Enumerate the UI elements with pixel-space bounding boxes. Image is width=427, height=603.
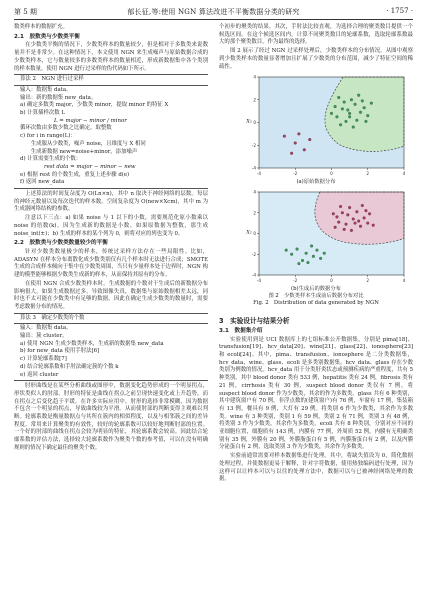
data-point [355, 119, 358, 122]
y-tick-label: 0 [253, 231, 256, 237]
y-tick-label: -2 [251, 251, 256, 257]
paragraph: 实验前通常需要对样本数据集进行处理。其中，将缺失值设为 0，简化数据处理过程，并使数据更易于解释，针对字符数据，使用热独编码进行处理，因为这样可以让样本可以与以往的处理方法中，数据可以与已被神经网络处理的数据。 [219, 453, 413, 483]
y-tick-label: 0 [253, 120, 256, 126]
x-tick-label: 0 [330, 278, 333, 284]
paragraph: 针对少数类数量极少的样本，传统过采样方法存在一些局限性。比如，ADASYN 在样本分布离散化成少数类别仅有几个样本时无法进行合成；SMOTE 生成的合成样本倾向于集中在少数类周围，当只有少量样本处于边界时，NGN 构建的模型能够根据少数类生成新的样本，从而保持其原有的分布。 [14, 248, 208, 279]
x-tick-label: 4 [402, 278, 406, 284]
y-axis-label: X₂ [246, 229, 252, 236]
scatter-plot-b-svg [245, 189, 407, 285]
figure-caption-cn: 图 2 少数类样本生成前后数据分布对比 [268, 293, 364, 300]
header-rule [14, 19, 413, 20]
x-tick-label: -4 [256, 278, 262, 284]
x-tick-label: -2 [293, 278, 298, 284]
scatter-plot-a-svg [245, 74, 407, 178]
data-point [312, 255, 315, 258]
subfigure-caption-b: (b)生成后的数据分布 [291, 286, 341, 293]
algorithm-line: 输出：新的数据集 new_data。 [20, 94, 97, 101]
data-point [354, 222, 357, 225]
algorithm-line: a) 确定多数类 major，少数类 minor，提取 minor 的特征 X [20, 102, 169, 109]
data-point [368, 213, 371, 216]
subsection-heading: 2.2 胶数类与少数类数量较少的平衡 [14, 240, 108, 247]
data-point [345, 223, 348, 226]
paragraph: 肘形曲线是在某些分析曲线或图形中，数据变化趋势形成的一个明显拐点，形状类似人的肘部。肘形的特征是曲线在拐点之前呈现快速变化或上升趋势，而在拐点之后变化趋于平缓。在许多实际应用中，肘形的选择非常模糊，因为数据不包含一个明显的拐点，导致曲线较为平滑。从而使肘部的判断变得主观难以判断。轮廓系数是衡量数据点与其所在簇内的相似程度，以及与相邻簇之间的差异程度，常用来计算聚类的有效性，较好的轮廓系数可以较好地判断肘部的位置。一个好的肘部的曲线在拐点会较为明显的特征，其轮廓系数会较高。因此结合轮廓系数的评估方法，选择较大轮廓系数作为聚类个数的参考值，可以在没有明确规则的情况下确定最佳的聚类个数。 [14, 383, 208, 451]
data-point [283, 135, 286, 138]
scatter-plot-a [245, 74, 407, 178]
data-point [350, 99, 353, 102]
data-point [352, 126, 355, 129]
algorithm-block [14, 74, 208, 189]
data-point [297, 262, 300, 265]
page-number: · 1757 · [386, 7, 413, 15]
data-point [366, 114, 369, 117]
data-point [346, 109, 349, 112]
paragraph: 在使用 NGN 合成少数类样本时，生成数据的个数对于生成后的新数据分布影响很大。如果生成数据过多，导致图像失真，数据集与原始数据相差太远，同时也不太可能在少数类中有足够的数据。因此在确定生成少数类的数量时，需要考虑数据分布的情况。 [14, 280, 208, 310]
data-point [370, 102, 373, 105]
data-point [366, 222, 369, 225]
running-title: 郁长征,等:使用 NGN 算法改进不平衡数据分类的研究 [127, 8, 300, 16]
paragraph: 实验使用到是 UCI 数据库上的七组标准公开数据集，分别是 pima[18]、transfusion[19]、hcv_data[20]、wine[21]、glass[22]、ionosphere[23] 和 ecoli[24]。其中，pima、transfusion、ionosphere 是二分类数据集，hcv_data、wine、glass、ecoli 是多类别数据集。hcv_data、glass 存在少数类别为例数的情况。hcv_data 用于分类肝炎状态或预测疾病的严重程度，共有 5 种类别，其中 blood donor 类有 533 例，hepatitis 类有 24 例，fibrosis 类有 21 例，cirrhosis 类有 30 例，suspect blood donor 类仅有 7 例，将 suspect blood donor 作为少数类，其余的作为多数类。glass 共有 6 种类别，其中建筑窗户有 70 例，非浮点数的(建筑窗户)有 76 例，车窗有 17 例，集装箱有 13 例，餐具有 9 例，大灯有 29 例。将类别 6 作为少数类，其余作为多数类。wine 有 3 种类别，类别 1 有 59 例，类别 2 有 71 例，类别 3 有 48 例，将类别 3 作为少数类，其余作为多数类。ecoli 共有 8 种类别，分别对应不同的亚细胞位置，细胞质有 143 例，内膜有 77 例，外周质 52 例，内膜有无明确类别有 35 例，外膜有 20 例，外膜脂蛋白有 5 例，内膜脂蛋白有 2 例，以及内膜分泌蛋白有 2 例，选取类别 3 作为少数类，其余作为多数类。 [219, 336, 413, 451]
x-tick-label: 2 [366, 171, 370, 177]
algorithm-formula: rest data = major − minor − new [44, 163, 136, 170]
y-tick-label: 2 [253, 97, 256, 103]
algorithm-rule [14, 188, 208, 189]
data-point [365, 120, 368, 123]
y-tick-label: 4 [253, 74, 256, 80]
y-tick-label: -2 [251, 142, 256, 148]
algorithm-line: c) for i in range(L)： [20, 133, 76, 140]
left-column [14, 24, 208, 454]
data-point [303, 149, 306, 152]
data-point [357, 220, 360, 223]
data-point [348, 206, 351, 209]
x-tick-label: 4 [402, 171, 406, 177]
data-point [343, 101, 346, 104]
algorithm-block [14, 313, 208, 382]
section-heading: 3 实验设计与结果分析 [219, 317, 290, 326]
paragraph: 图 2 展示了经过 NGN 过采样处理后，少数类样本的分布情况。从图中观察到少数类样本的数量显著增加且扩展了少数类的分布范围，减少了特征空间的稀疏性。 [219, 48, 413, 70]
algorithm-line: 生成服从少数类，噪声 noise，且维度与 X 相同 [20, 140, 146, 147]
data-point [290, 253, 293, 256]
algorithm-line: b) for new_data 使用手肘法[6] [20, 348, 100, 355]
data-point [354, 103, 357, 106]
issue-number: 第 5 期 [14, 8, 37, 16]
y-tick-label: -4 [251, 272, 256, 278]
data-point [343, 228, 346, 231]
algorithm-line: f) 返回 new_data [20, 179, 65, 186]
paragraph: 数类样本的数据扩充。 [14, 24, 68, 30]
data-point [334, 226, 337, 229]
algorithm-line: 输入：数据集 data。 [20, 325, 72, 332]
algorithm-line: b) 计算插样次数 L [20, 110, 65, 117]
data-point [350, 229, 353, 232]
algorithm-rule [14, 85, 208, 86]
paragraph: 在少数类平衡的情况下，少数类样本的数量较少，但是相对于多数类来说数量并不是非常少。在这种情况下，本文使用 NGN 来生成噪声与原始数据合成的少数类样本，它与数量较多的多数类样本的数量相近，形成新数据集中各个类别的样本数量。使用 NGN 进行过采样的伪代码如下所示。 [14, 42, 208, 72]
data-point [339, 124, 342, 127]
data-point [363, 217, 366, 220]
data-point [330, 112, 333, 115]
figure-2 [219, 72, 413, 306]
data-point [336, 216, 339, 219]
algorithm-title: 算法 3 确定少数类的个数 [20, 314, 85, 321]
data-point [361, 204, 364, 207]
data-point [359, 225, 362, 228]
running-header [14, 7, 413, 19]
data-point [297, 133, 300, 136]
data-point [365, 209, 368, 212]
x-tick-label: -4 [256, 171, 262, 177]
x-tick-label: -2 [293, 171, 298, 177]
data-point [307, 261, 310, 264]
data-point [308, 138, 311, 141]
decision-region [325, 77, 404, 151]
data-point [294, 142, 297, 145]
subsection-heading: 3.1 数据集介绍 [219, 327, 263, 334]
data-point [332, 213, 335, 216]
data-point [352, 218, 355, 221]
y-axis-label: X₂ [246, 118, 252, 125]
scatter-plot-b [245, 189, 407, 285]
x-tick-label: 2 [366, 278, 370, 284]
data-point [372, 224, 375, 227]
algorithm-line: e) 根据 rest 的个数生成，重复上述步骤 d(e) [20, 171, 130, 178]
algorithm-title: 算法 2 NGN 进行过采样 [20, 76, 84, 83]
algorithm-line: e) 返回 cluster [20, 371, 59, 378]
data-point [346, 214, 349, 217]
figure-caption-en: Fig. 2 Distribution of data generated by NGN [253, 300, 379, 307]
data-point [336, 116, 339, 119]
algorithm-line: d) 结合轮廓系数和手肘法确定簇的个数 k [20, 363, 119, 370]
data-point [323, 252, 326, 255]
data-point [359, 111, 362, 114]
data-point [348, 112, 351, 115]
data-point [348, 116, 351, 119]
y-tick-label: -4 [251, 165, 256, 171]
data-point [285, 249, 288, 252]
data-point [290, 152, 293, 155]
data-point [316, 249, 319, 252]
data-point [345, 120, 348, 123]
subfigure-caption-a: (a)原始数据分布 [296, 179, 336, 186]
algorithm-line: a) 使用 NGN 生成少数类样本，生成新的数据集 new_data [20, 340, 164, 347]
algorithm-formula: L = major − minor / minor [54, 117, 127, 124]
paragraph: 注意以下三点：a) 如果 noise 与 1 以下的小数，需要规范化原小数乘以 noise 的倍数(k)，因为生成新的数据是小数。如果原数据为整数，那生成 noise_int(±)；b) 生成的样本的某个列为 0，则将对应的列也变为 0。 [14, 215, 208, 237]
data-point [355, 211, 358, 214]
algorithm-line: 生成新数据 new=noise+minor，添加噪声 [20, 148, 138, 155]
data-point [301, 259, 304, 262]
data-point [310, 245, 313, 248]
data-point [337, 221, 340, 224]
paragraph: 个初步的聚类的结果。其次，手肘法比较直观，为选择合理的聚类数目提供一个候选区间。在这个候选区间内，计算不同聚类数目的轮廓系数，选取轮廓系数最大的那个聚类数目，作为最终的选择。 [219, 24, 413, 46]
paragraph: 上述算法的时间复杂度为 O(Ln×n)，其中 n 取决于神经网络的层数。每层的神经元数量以及每次迭代的样本数。空间复杂度为 O(new×Xcm)，其中 m 为生成器网络结构的参数。 [14, 191, 208, 213]
y-tick-label: 2 [253, 210, 256, 216]
data-point [334, 105, 337, 108]
data-point [337, 96, 340, 99]
data-point [339, 205, 342, 208]
algorithm-rule [14, 313, 208, 314]
algorithm-line: 输入：数据集 data。 [20, 86, 72, 93]
data-point [319, 257, 322, 260]
data-point [305, 252, 308, 255]
right-column [219, 24, 413, 485]
data-point [341, 108, 344, 111]
data-point [363, 107, 366, 110]
y-tick-label: 4 [253, 189, 256, 195]
algorithm-line: d) 计算需要生成的个数： [20, 156, 82, 163]
data-point [361, 100, 364, 103]
algorithm-line: 循环次数由多数少数之比确定，取整数 [20, 125, 112, 132]
data-point [357, 94, 360, 97]
data-point [341, 212, 344, 215]
algorithm-rule [14, 380, 208, 381]
x-tick-label: 0 [330, 171, 333, 177]
algorithm-line: c) 计算轮廓系数[7] [20, 356, 67, 363]
subsection-heading: 2.1 胶数类与少数类平衡 [14, 33, 80, 40]
data-point [296, 248, 299, 251]
algorithm-line: 输出：簇 cluster。 [20, 333, 68, 340]
